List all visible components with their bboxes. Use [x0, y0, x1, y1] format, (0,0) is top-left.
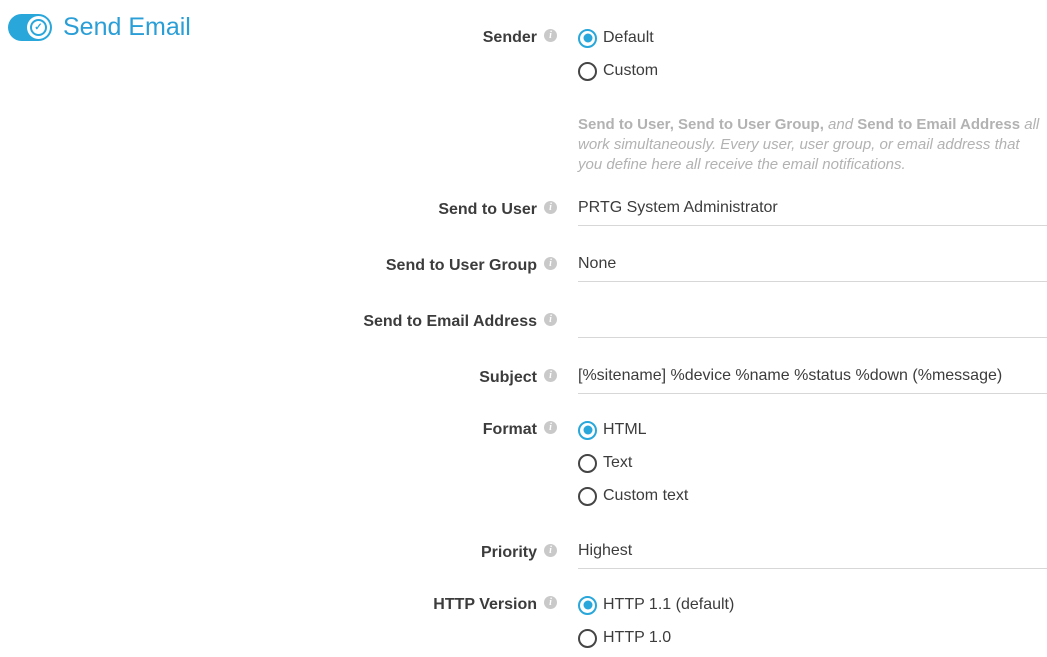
radio-icon[interactable]	[578, 29, 597, 48]
form-row-note	[0, 115, 1047, 175]
send-to-email-address-label-wrap	[0, 310, 557, 332]
note-bold-1: Send to User, Send to User Group,	[578, 116, 824, 133]
radio-icon[interactable]	[578, 596, 597, 615]
info-icon[interactable]: i	[544, 369, 557, 382]
info-icon[interactable]: i	[544, 313, 557, 326]
recipients-help-note	[578, 115, 1047, 175]
info-icon[interactable]: i	[544, 596, 557, 609]
format-option-custom-text[interactable]	[578, 484, 1047, 508]
format-option-text[interactable]	[578, 451, 1047, 475]
subject-label: Subject	[479, 369, 537, 386]
note-label-spacer	[0, 115, 557, 117]
radio-label[interactable]: Custom	[603, 62, 659, 79]
send-to-user-group-select[interactable]: None	[578, 254, 1047, 282]
form-row-format	[0, 418, 1047, 508]
send-to-email-address-label: Send to Email Address	[363, 313, 537, 330]
form-row-subject	[0, 366, 1047, 394]
note-italic-1: and	[823, 116, 858, 133]
subject-input[interactable]	[578, 366, 1047, 394]
send-to-user-label-wrap	[0, 198, 557, 220]
radio-label[interactable]: HTML	[603, 421, 647, 438]
form-row-send-to-user	[0, 198, 1047, 226]
send-email-toggle[interactable]	[8, 14, 52, 41]
send-to-email-address-input[interactable]	[578, 310, 1047, 338]
format-option-html[interactable]	[578, 418, 1047, 442]
info-icon[interactable]: i	[544, 421, 557, 434]
radio-icon[interactable]	[578, 629, 597, 648]
info-icon[interactable]: i	[544, 201, 557, 214]
check-circle-icon: ✓	[30, 19, 47, 36]
toggle-knob	[27, 16, 50, 39]
radio-label[interactable]: Default	[603, 29, 654, 46]
http-version-label-wrap	[0, 593, 557, 615]
radio-icon[interactable]	[578, 487, 597, 506]
info-icon[interactable]: i	[544, 257, 557, 270]
sender-label: Sender	[482, 29, 537, 46]
form-row-priority	[0, 541, 1047, 569]
section-title: Send Email	[63, 13, 191, 41]
form-row-send-to-user-group	[0, 254, 1047, 282]
http-version-label: HTTP Version	[433, 596, 537, 613]
radio-label[interactable]: Text	[603, 454, 633, 471]
section-header	[8, 13, 191, 42]
format-label-wrap	[0, 418, 557, 440]
format-label: Format	[482, 421, 537, 438]
sender-option-custom[interactable]	[578, 59, 1047, 83]
sender-option-default[interactable]	[578, 26, 1047, 50]
radio-icon[interactable]	[578, 421, 597, 440]
http-version-option-11[interactable]	[578, 593, 1047, 617]
radio-label[interactable]: Custom text	[603, 487, 689, 504]
radio-icon[interactable]	[578, 454, 597, 473]
info-icon[interactable]: i	[544, 29, 557, 42]
note-bold-2: Send to Email Address	[857, 116, 1021, 133]
radio-label[interactable]: HTTP 1.1 (default)	[603, 596, 735, 613]
form-row-http-version	[0, 593, 1047, 650]
priority-label-wrap	[0, 541, 557, 563]
send-to-user-select[interactable]: PRTG System Administrator	[578, 198, 1047, 226]
subject-label-wrap	[0, 366, 557, 388]
priority-label: Priority	[480, 544, 537, 561]
send-to-user-group-label-wrap	[0, 254, 557, 276]
send-to-user-label: Send to User	[438, 201, 537, 218]
radio-icon[interactable]	[578, 62, 597, 81]
send-to-user-group-label: Send to User Group	[385, 257, 537, 274]
note-italic-2: all work simultaneously. Every user, user group, or email address that you define here all receive the email notifications.	[578, 116, 1040, 173]
form-row-send-to-email-address	[0, 310, 1047, 338]
priority-select[interactable]: Highest	[578, 541, 1047, 569]
radio-label[interactable]: HTTP 1.0	[603, 629, 672, 646]
http-version-option-10[interactable]	[578, 626, 1047, 650]
info-icon[interactable]: i	[544, 544, 557, 557]
